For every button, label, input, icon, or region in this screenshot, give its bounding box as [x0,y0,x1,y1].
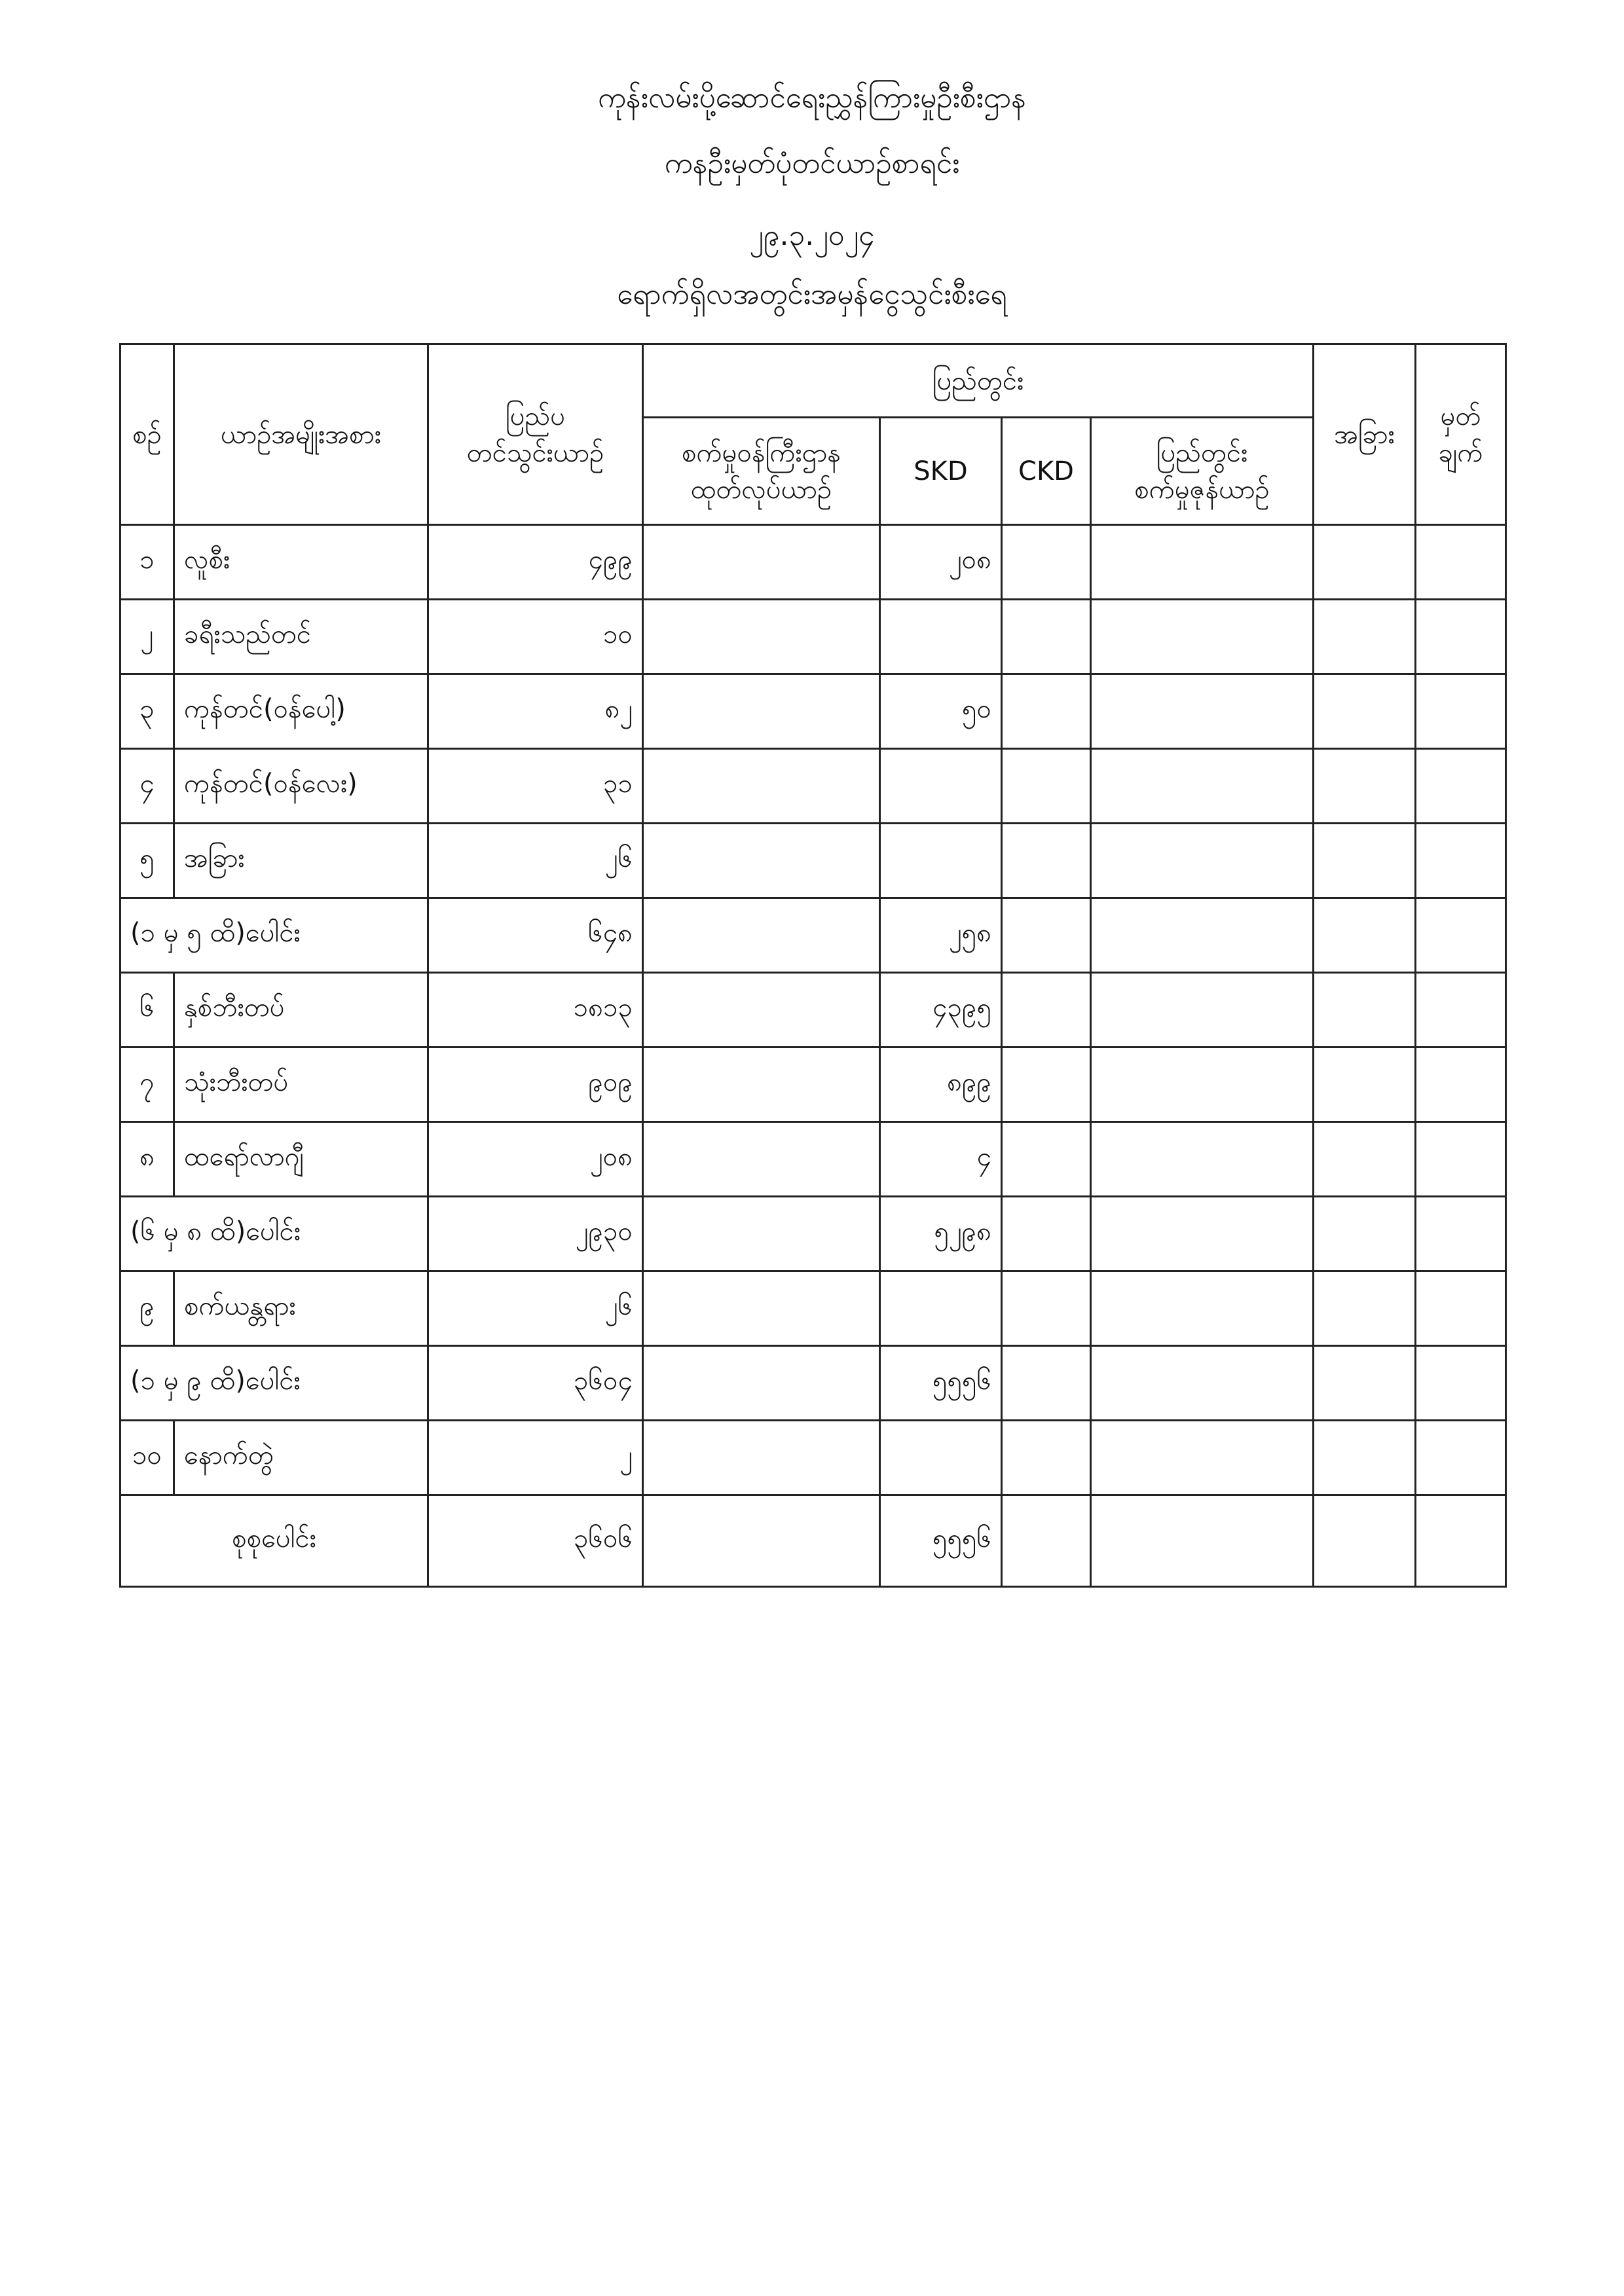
header-domestic-assembled: ပြည်တွင်း စက်မှုဇုန်ယာဉ် [1091,418,1314,525]
row-assembled [1091,749,1314,824]
row-assembled [1091,1197,1314,1271]
row-label: စက်ယန္တရား [174,1271,428,1346]
row-imported: ၂၉၃၀ [428,1197,643,1271]
table-row [120,1122,1506,1197]
total-skd: ၅၅၅၆ [880,1495,1002,1587]
title-line-2: ကနဦးမှတ်ပုံတင်ယာဉ်စာရင်း [664,147,960,180]
title-line-1: ကုန်းလမ်းပို့ဆောင်ရေးညွှန်ကြားမှုဦးစီးဌာန [597,81,1027,115]
row-ckd [1002,1421,1091,1495]
table-row [120,1271,1506,1346]
row-remark [1416,1048,1506,1122]
row-label: လူစီး [174,525,428,600]
row-remark [1416,749,1506,824]
row-skd: ၅၅၅၆ [880,1346,1002,1421]
row-factory [643,1271,880,1346]
row-factory [643,824,880,898]
row-no: ၇ [120,1048,174,1122]
row-ckd [1002,973,1091,1048]
row-remark [1416,600,1506,674]
row-imported: ၉၀၉ [428,1048,643,1122]
row-no: ၃ [120,674,174,749]
row-remark [1416,1421,1506,1495]
table-row [120,1048,1506,1122]
total-factory [643,1495,880,1587]
header-vehicle-type: ယာဉ်အမျိုးအစား [174,344,428,525]
row-skd: ၄ [880,1122,1002,1197]
row-remark [1416,824,1506,898]
row-imported: ၁၈၁၃ [428,973,643,1048]
row-skd: ၂၀၈ [880,525,1002,600]
row-ckd [1002,674,1091,749]
row-imported: ၄၉၉ [428,525,643,600]
total-label: စုစုပေါင်း [120,1495,428,1587]
row-other [1314,1421,1416,1495]
row-imported: ၂ [428,1421,643,1495]
table-row [120,674,1506,749]
row-ckd [1002,1048,1091,1122]
row-label: ထရော်လာဂျီ [174,1122,428,1197]
header-skd: SKD [880,418,1002,525]
row-remark [1416,674,1506,749]
row-imported: ၁၀ [428,600,643,674]
row-assembled [1091,973,1314,1048]
row-no: ၉ [120,1271,174,1346]
subtotal-label: (၁ မှ ၉ ထိ)ပေါင်း [120,1346,428,1421]
subtotal-row [120,1197,1506,1271]
subtotal-row [120,898,1506,973]
row-factory [643,525,880,600]
row-assembled [1091,1271,1314,1346]
row-other [1314,898,1416,973]
total-assembled [1091,1495,1314,1587]
total-other [1314,1495,1416,1587]
row-ckd [1002,1122,1091,1197]
row-other [1314,674,1416,749]
row-factory [643,1197,880,1271]
subtotal-label: (၆ မှ ၈ ထိ)ပေါင်း [120,1197,428,1271]
row-no: ၆ [120,973,174,1048]
row-assembled [1091,1346,1314,1421]
row-factory [643,1048,880,1122]
row-skd: ၅၂၉၈ [880,1197,1002,1271]
table-row [120,749,1506,824]
row-factory [643,749,880,824]
subtotal-row [120,1346,1506,1421]
row-skd: ၈၉၉ [880,1048,1002,1122]
row-remark [1416,1197,1506,1271]
row-other [1314,1271,1416,1346]
header-domestic: ပြည်တွင်း [643,344,1314,418]
report-date: ၂၉.၃.၂၀၂၄ [749,219,875,252]
row-ckd [1002,824,1091,898]
total-row [120,1495,1506,1587]
row-other [1314,1048,1416,1122]
table-row [120,973,1506,1048]
row-imported: ၂၀၈ [428,1122,643,1197]
total-ckd [1002,1495,1091,1587]
row-ckd [1002,600,1091,674]
row-no: ၁၀ [120,1421,174,1495]
header-ckd: CKD [1002,418,1091,525]
row-no: ၅ [120,824,174,898]
row-imported: ၂၆ [428,824,643,898]
row-no: ၈ [120,1122,174,1197]
header-imported: ပြည်ပ တင်သွင်းယာဉ် [428,344,643,525]
row-factory [643,1421,880,1495]
row-skd [880,1421,1002,1495]
row-factory [643,600,880,674]
row-label: ခရီးသည်တင် [174,600,428,674]
row-assembled [1091,1048,1314,1122]
header-no: စဉ် [120,344,174,525]
row-remark [1416,973,1506,1048]
row-other [1314,1122,1416,1197]
row-factory [643,898,880,973]
total-imported: ၃၆၀၆ [428,1495,643,1587]
subtotal-label: (၁ မှ ၅ ထိ)ပေါင်း [120,898,428,973]
row-assembled [1091,898,1314,973]
row-assembled [1091,1122,1314,1197]
row-assembled [1091,600,1314,674]
table-row [120,525,1506,600]
row-factory [643,674,880,749]
row-assembled [1091,824,1314,898]
row-no: ၁ [120,525,174,600]
header-factory-produced: စက်မှုဝန်ကြီးဌာန ထုတ်လုပ်ယာဉ် [643,418,880,525]
row-other [1314,600,1416,674]
row-factory [643,1346,880,1421]
row-other [1314,973,1416,1048]
title-line-4: ရောက်ရှိလအတွင်းအမှန်ငွေသွင်းစီးရေ [617,278,1007,311]
row-other [1314,824,1416,898]
row-other [1314,525,1416,600]
row-skd: ၅၀ [880,674,1002,749]
row-factory [643,1122,880,1197]
row-no: ၂ [120,600,174,674]
row-label: ကုန်တင်(ဝန်လေး) [174,749,428,824]
row-skd [880,600,1002,674]
row-skd [880,1271,1002,1346]
row-imported: ၂၆ [428,1271,643,1346]
row-assembled [1091,674,1314,749]
row-ckd [1002,1271,1091,1346]
row-label: နောက်တွဲ [174,1421,428,1495]
row-ckd [1002,1197,1091,1271]
table-row [120,600,1506,674]
row-ckd [1002,898,1091,973]
row-skd [880,749,1002,824]
row-remark [1416,898,1506,973]
row-remark [1416,1122,1506,1197]
row-other [1314,749,1416,824]
row-imported: ၈၂ [428,674,643,749]
row-imported: ၆၄၈ [428,898,643,973]
table-row [120,1421,1506,1495]
row-label: နှစ်ဘီးတပ် [174,973,428,1048]
row-remark [1416,1346,1506,1421]
row-imported: ၃၆၀၄ [428,1346,643,1421]
row-ckd [1002,1346,1091,1421]
table-row [120,824,1506,898]
row-label: ကုန်တင်(ဝန်ပေါ့) [174,674,428,749]
row-label: သုံးဘီးတပ် [174,1048,428,1122]
row-ckd [1002,525,1091,600]
registration-table [119,343,1507,1588]
row-no: ၄ [120,749,174,824]
row-imported: ၃၁ [428,749,643,824]
row-remark [1416,525,1506,600]
row-assembled [1091,525,1314,600]
row-label: အခြား [174,824,428,898]
row-skd: ၄၃၉၅ [880,973,1002,1048]
total-remark [1416,1495,1506,1587]
row-skd: ၂၅၈ [880,898,1002,973]
row-skd [880,824,1002,898]
row-remark [1416,1271,1506,1346]
header-remark: မှတ် ချက် [1416,344,1506,525]
row-other [1314,1197,1416,1271]
header-other: အခြား [1314,344,1416,525]
row-ckd [1002,749,1091,824]
row-factory [643,973,880,1048]
row-assembled [1091,1421,1314,1495]
row-other [1314,1346,1416,1421]
